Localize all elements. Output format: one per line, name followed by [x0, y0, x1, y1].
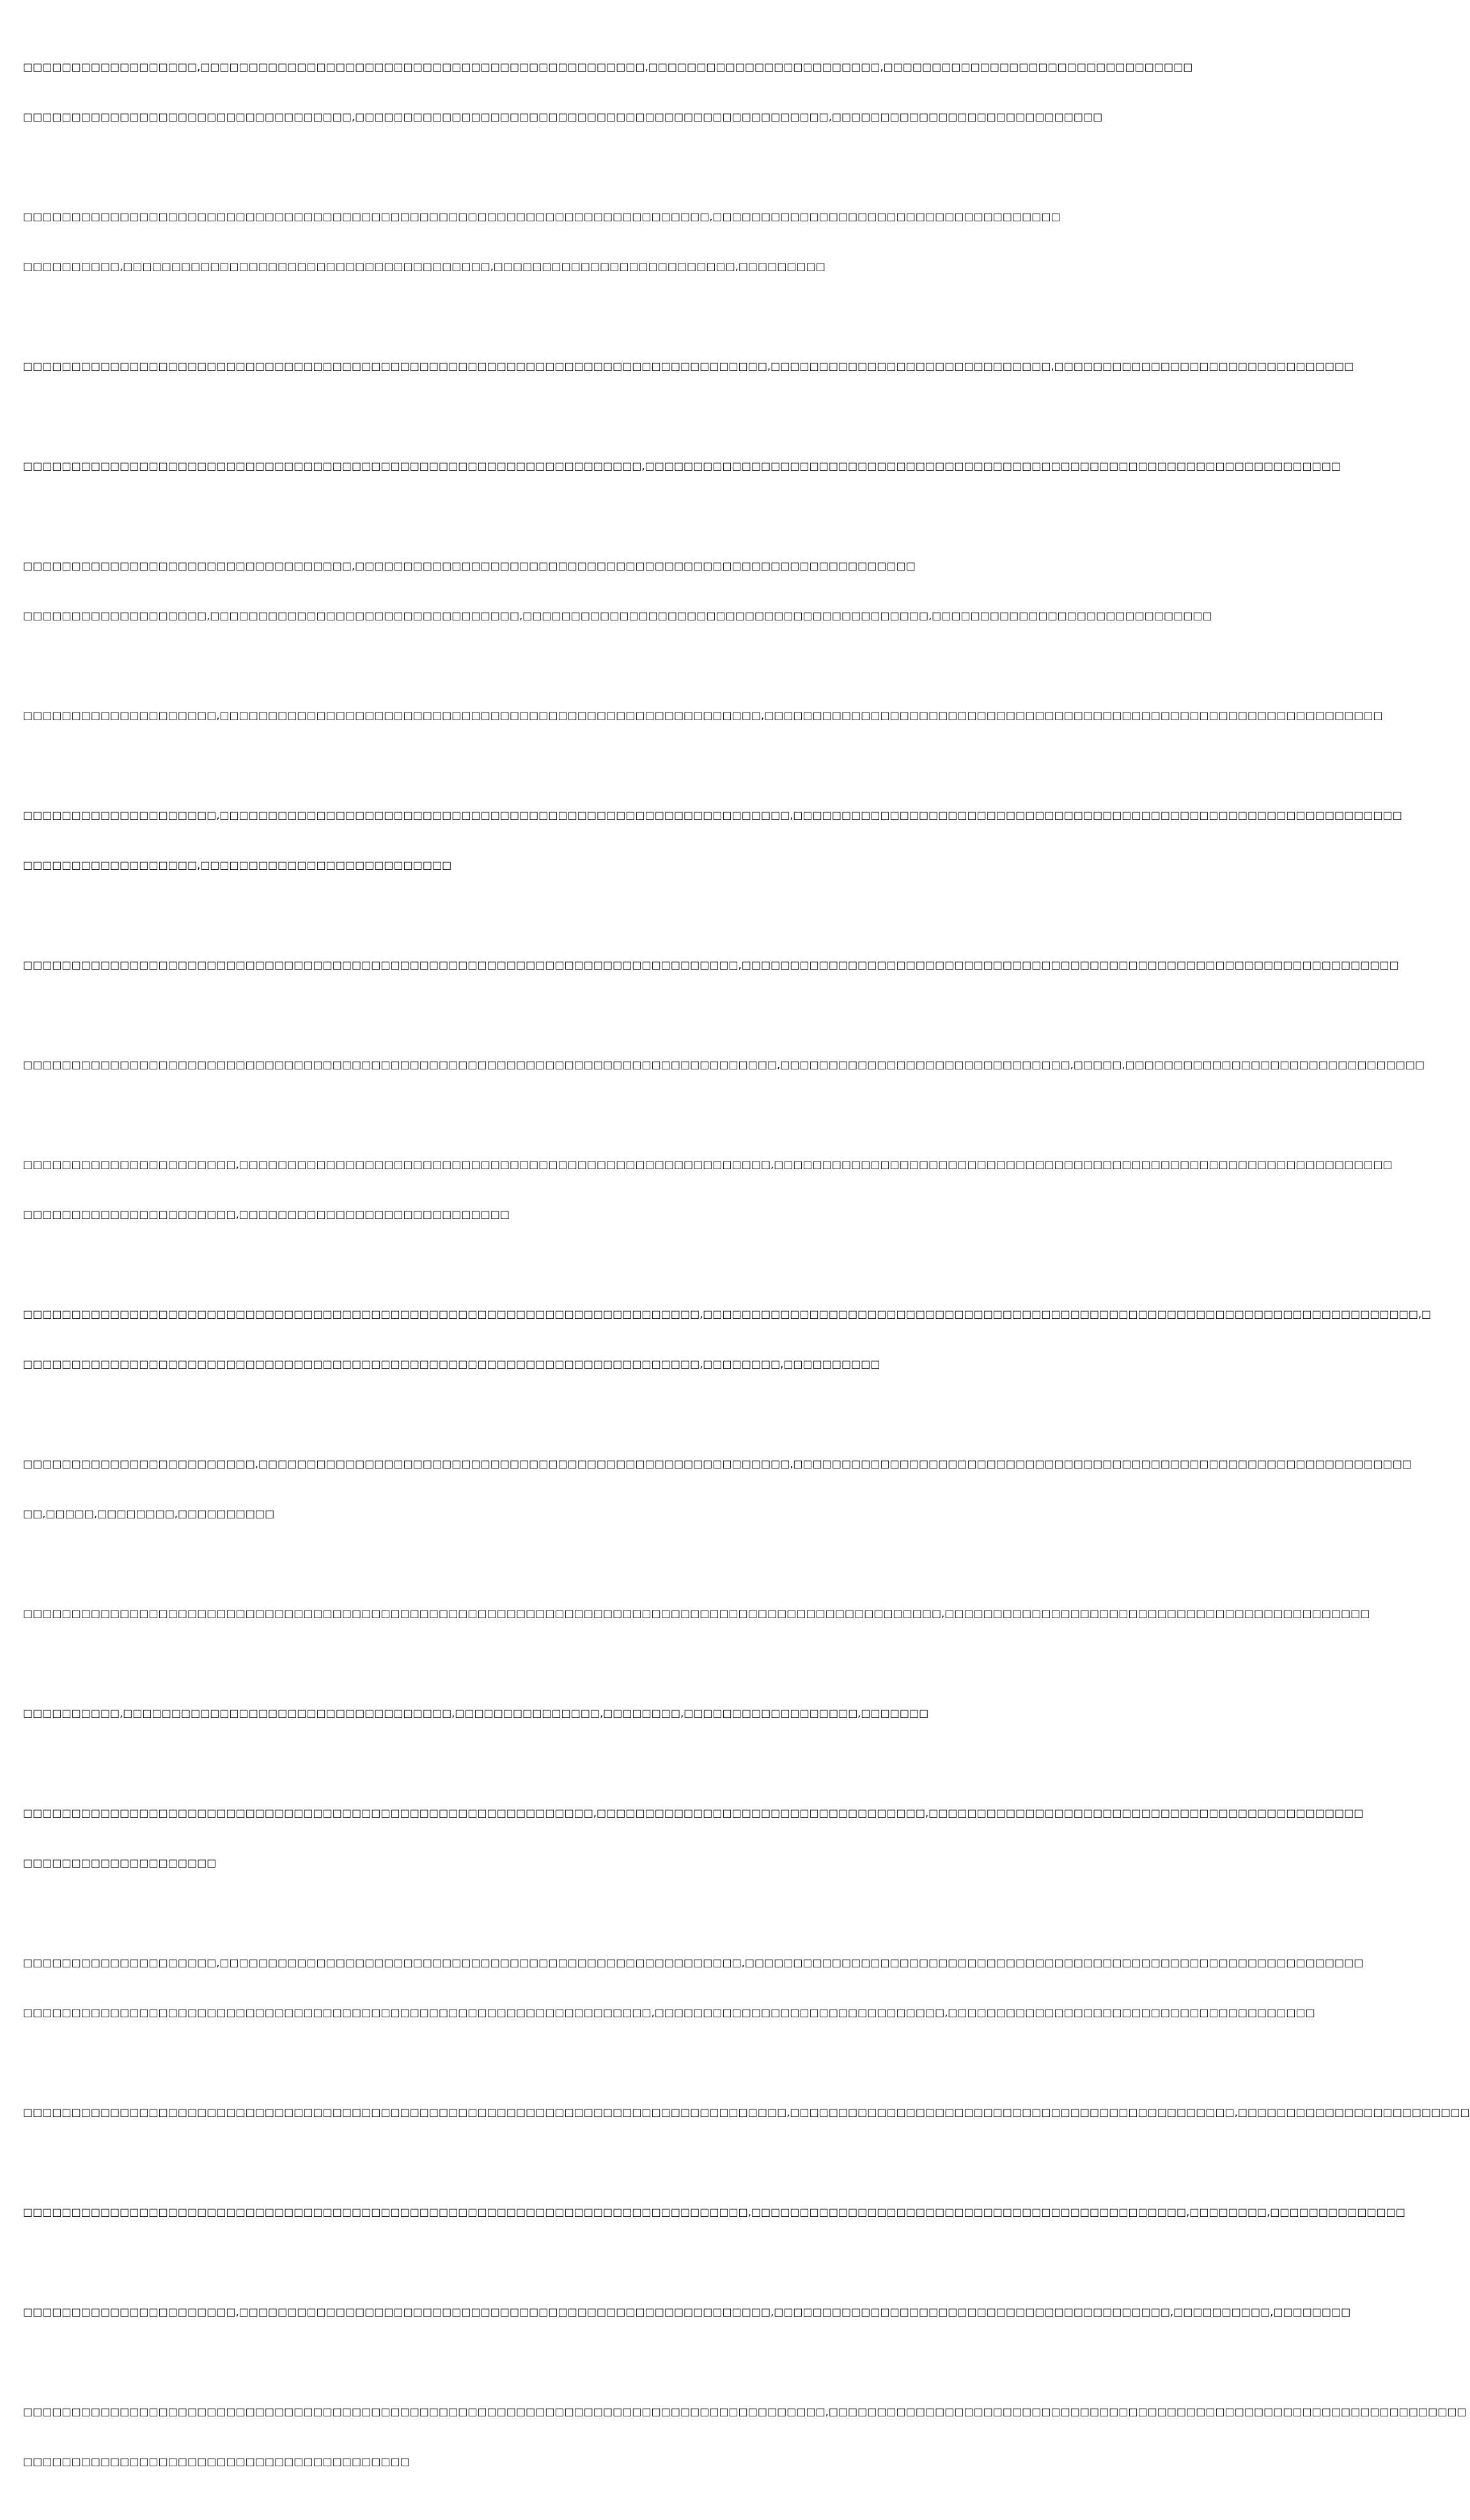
- paragraph-line: □□□□□□□□□□□□□□□□□□□□□□□□□□□□□□□□□□□□□□□□□□□□□□□□□□□□□□□□□□□,□□□□□□□□□□□□□□□□□□□□□□□□□□□□□□□□□□,□□□□□□□□□□□□□□□□□□□□□□□□□□□□□□□□□□□□□□□□□□□□□: [23, 1807, 1364, 1819]
- paragraph-line: □□□□□□□□□□□□□□□□□□□□□□,□□□□□□□□□□□□□□□□□□□□□□□□□□□□□□□□□□□□□□□□□□□□□□□□□□□□□□□,□□□□□□□□□□□□□□□□□□□□□□□□□□□□□□□□□□□□□□□□□,□□□□□□□□□□,□□□□□□□□: [23, 2306, 1351, 2318]
- paragraph-5: [23, 524, 1212, 658]
- paragraph-18: [23, 2171, 1405, 2254]
- paragraph-line: □□□□□□□□□□□□□□□□□□□□□□□□□□□□□□□□□□□□□□□□: [23, 2455, 410, 2468]
- paragraph-line: □□□□□□□□□□□□□□□□□□□□□□□□□□□□□□□□□□□□□□□□□□□□□□□□□□□□□□□□□□□□□□□□□□□□□□□□□□,□□□□□□□□□□□□□□□□□□□□□□□□□□□□□□□□□□□□□□□□□□□□□□□□□□□□□□□□□□□□□□□□□□□□: [23, 959, 1399, 971]
- paragraph-19: [23, 2271, 1351, 2354]
- paragraph-9: [23, 1023, 1425, 1106]
- paragraph-line: □□□□□□□□□□□□□□□□□□□□□□□□□□□□□□□□□□□□□□□□□□□□□□□□□□□□□□□□□□□□□□□□□□□□□□□□□□□□□□□□□□□□□□□□□□□□□□□,□□□□□□□□□□□□□□□□□□□□□□□□□□□□□□□□□□□□□□□□□□□□: [23, 1607, 1370, 1619]
- paragraph-20: [23, 2370, 1467, 2503]
- paragraph-16: [23, 1921, 1364, 2054]
- paragraph-line: □□□□□□□□□□□□□□□□□□□□□□,□□□□□□□□□□□□□□□□□□□□□□□□□□□□□□□□□□□□□□□□□□□□□□□□□□□□□□□,□□□□□□□□□□□□□□□□□□□□□□□□□□□□□□□□□□□□□□□□□□□□□□□□□□□□□□□□□□□□□□□□: [23, 1158, 1393, 1170]
- paragraph-line: □□□□□□□□□□□□□□□□□□□□□□□□□□□□□□□□□□□□□□□□□□□□□□□□□□□□□□□□□□□□□□□□□□□□□□,□□□□□□□□,□□□□□□□□□□: [23, 1358, 880, 1370]
- paragraph-line: □□□□□□□□□□,□□□□□□□□□□□□□□□□□□□□□□□□□□□□□□□□□□□□□□,□□□□□□□□□□□□□□□□□□□□□□□□□,□□□□□□□□□: [23, 260, 825, 272]
- paragraph-line: □□□□□□□□□□□□□□□□□□□,□□□□□□□□□□□□□□□□□□□□□□□□□□□□□□□□,□□□□□□□□□□□□□□□□□□□□□□□□□□□□□□□□□□□□□□□□□□,□□□□□□□□□□□□□□□□□□□□□□□□□□□□□: [23, 610, 1212, 622]
- paragraph-line: □□□□□□□□□□□□□□□□□□□□□□□□□□□□□□□□□□□□□□□□□□□□□□□□□□□□□□□□□□□□□□□□□□□□□□,□□□□□□□□□□□□□□□□□□□□□□□□□□□□□□□□□□□□□□□□□□□□□□□□□□□□□□□□□□□□□□□□□□□□□□□□□□,□: [23, 1308, 1432, 1320]
- paragraph-15: [23, 1772, 1364, 1905]
- paragraph-line: □□□□□□□□□□□□□□□□□□□□□□□□□□□□□□□□□□,□□□□□□□□□□□□□□□□□□□□□□□□□□□□□□□□□□□□□□□□□□□□□□□□□□□□□□□□□□: [23, 560, 916, 572]
- paragraph-3: [23, 325, 1354, 408]
- paragraph-line: □□□□□□□□□□□□□□□□□□□□□□□□□□□□□□□□□□□□□□□□□□□□□□□□□□□□□□□□□□□□□□□□□□□□□□□□□□□□□□□□□□□,□□□□□□□□□□□□□□□□□□□□□□□□□□□□□□□□□□□□□□□□□□□□□□□□□□□□□□□□□□□□□□□□□□: [23, 2406, 1467, 2418]
- paragraph-14: [23, 1672, 929, 1755]
- paragraph-10: [23, 1123, 1393, 1256]
- paragraph-line: □□□□□□□□□□□□□□□□□□□□,□□□□□□□□□□□□□□□□□□□□□□□□□□□□□□□□□□□□□□□□□□□□□□□□□□□□□□,□□□□□□□□□□□□□□□□□□□□□□□□□□□□□□□□□□□□□□□□□□□□□□□□□□□□□□□□□□□□□□□□: [23, 1957, 1364, 1969]
- paragraph-line: □□□□□□□□□□□□□□□□□□□□□□□□□□□□□□□□□□,□□□□□□□□□□□□□□□□□□□□□□□□□□□□□□□□□□□□□□□□□□□□□□□□□,□□□□□□□□□□□□□□□□□□□□□□□□□□□□: [23, 111, 1103, 123]
- paragraph-line: □□□□□□□□□□□□□□□□□□,□□□□□□□□□□□□□□□□□□□□□□□□□□: [23, 859, 452, 871]
- paragraph-line: □□□□□□□□□□□□□□□□□□□□□□□□□□□□□□□□□□□□□□□□□□□□□□□□□□□□□□□□□□□□□□□□,□□□□□□□□□□□□□□□□□□□□□□□□□□□□□□□□□□□□□□□□□□□□□□□□□□□□□□□□□□□□□□□□□□□□□□□□: [23, 460, 1341, 472]
- paragraph-line: □□□□□□□□□□□□□□□□□□□□□□,□□□□□□□□□□□□□□□□□□□□□□□□□□□□: [23, 1208, 510, 1220]
- document-page: [23, 26, 1470, 2520]
- paragraph-4: [23, 425, 1341, 508]
- paragraph-line: □□□□□□□□□□□□□□□□□□□□,□□□□□□□□□□□□□□□□□□□□□□□□□□□□□□□□□□□□□□□□□□□□□□□□□□□□□□□□,□□□□□□□□□□□□□□□□□□□□□□□□□□□□□□□□□□□□□□□□□□□□□□□□□□□□□□□□□□□□□□□□: [23, 709, 1383, 721]
- paragraph-1: [23, 26, 1193, 159]
- paragraph-line: □□□□□□□□□□□□□□□□□□□□□□□□□□□□□□□□□□□□□□□□□□□□□□□□□□□□□□□□□□□□□□□□□□□□□□□□□□□□□,□□□□□□□□□□□□□□□□□□□□□□□□□□□□□,□□□□□□□□□□□□□□□□□□□□□□□□□□□□□□□: [23, 360, 1354, 372]
- paragraph-line: □□□□□□□□□□□□□□□□□□□□□□□□□□□□□□□□□□□□□□□□□□□□□□□□□□□□□□□□□□□□□□□□□□□□□□□,□□□□□□□□□□□□□□□□□□□□□□□□□□□□□□□□□□□□: [23, 210, 1061, 223]
- paragraph-line: □□□□□□□□□□□□□□□□□□,□□□□□□□□□□□□□□□□□□□□□□□□□□□□□□□□□□□□□□□□□□□□□□,□□□□□□□□□□□□□□□□□□□□□□□□,□□□□□□□□□□□□□□□□□□□□□□□□□□□□□□□□: [23, 61, 1193, 73]
- paragraph-line: □□□□□□□□□□□□□□□□□□□□: [23, 1857, 217, 1869]
- paragraph-line: □□□□□□□□□□□□□□□□□□□□□□□□□□□□□□□□□□□□□□□□□□□□□□□□□□□□□□□□□□□□□□□□□□□□□□□□□□□□□□□,□□□□□□□□□□□□□□□□□□□□□□□□□□□□□□□□□□□□□□□□□□□□□□,□□□□□□□□□□□□□□□□□□□□□□□□: [23, 2106, 1470, 2118]
- paragraph-13: [23, 1572, 1370, 1655]
- paragraph-line: □□□□□□□□□□□□□□□□□□□□,□□□□□□□□□□□□□□□□□□□□□□□□□□□□□□□□□□□□□□□□□□□□□□□□□□□□□□□□□□□,□□□□□□□□□□□□□□□□□□□□□□□□□□□□□□□□□□□□□□□□□□□□□□□□□□□□□□□□□□□□□□□: [23, 809, 1402, 821]
- paragraph-17: [23, 2071, 1470, 2154]
- paragraph-line: □□□□□□□□□□,□□□□□□□□□□□□□□□□□□□□□□□□□□□□□□□□□□,□□□□□□□□□□□□□□□,□□□□□□□□,□□□□□□□□□□□□□□□□□□,□□□□□□□: [23, 1707, 929, 1719]
- paragraph-line: □□□□□□□□□□□□□□□□□□□□□□□□□□□□□□□□□□□□□□□□□□□□□□□□□□□□□□□□□□□□□□□□□□□□□□□□□□□□□□,□□□□□□□□□□□□□□□□□□□□□□□□□□□□□□,□□□□□,□□□□□□□□□□□□□□□□□□□□□□□□□□□□□□□: [23, 1059, 1425, 1071]
- paragraph-line: □□□□□□□□□□□□□□□□□□□□□□□□,□□□□□□□□□□□□□□□□□□□□□□□□□□□□□□□□□□□□□□□□□□□□□□□□□□□□□□□,□□□□□□□□□□□□□□□□□□□□□□□□□□□□□□□□□□□□□□□□□□□□□□□□□□□□□□□□□□□□□□□□: [23, 1458, 1412, 1470]
- paragraph-6: [23, 674, 1383, 757]
- paragraph-line: □□□□□□□□□□□□□□□□□□□□□□□□□□□□□□□□□□□□□□□□□□□□□□□□□□□□□□□□□□□□□□□□□,□□□□□□□□□□□□□□□□□□□□□□□□□□□□□□,□□□□□□□□□□□□□□□□□□□□□□□□□□□□□□□□□□□□□□: [23, 2006, 1315, 2019]
- paragraph-2: [23, 175, 1061, 308]
- paragraph-11: [23, 1273, 1432, 1406]
- paragraph-12: [23, 1422, 1412, 1555]
- paragraph-line: □□□□□□□□□□□□□□□□□□□□□□□□□□□□□□□□□□□□□□□□□□□□□□□□□□□□□□□□□□□□□□□□□□□□□□□□□□□,□□□□□□□□□□□□□□□□□□□□□□□□□□□□□□□□□□□□□□□□□□□□□,□□□□□□□□,□□□□□□□□□□□□□□: [23, 2206, 1405, 2218]
- paragraph-line: □□,□□□□□,□□□□□□□□,□□□□□□□□□□: [23, 1508, 275, 1520]
- paragraph-7: [23, 774, 1402, 907]
- paragraph-8: [23, 924, 1399, 1007]
